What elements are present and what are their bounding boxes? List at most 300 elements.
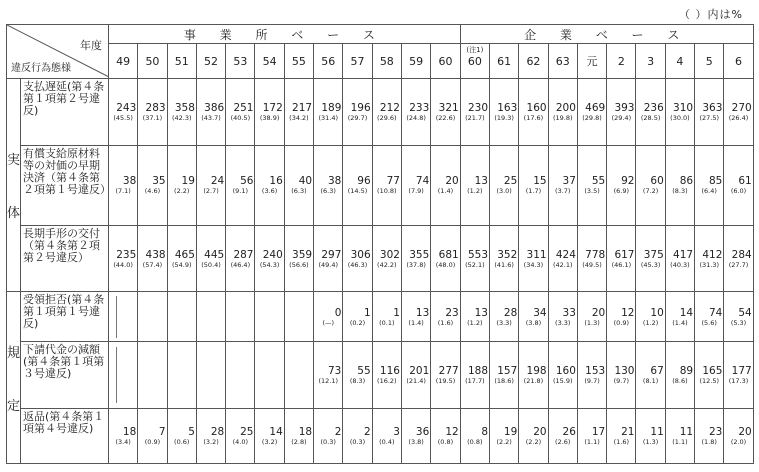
year-header-cell <box>519 44 548 79</box>
percent-value: (1.2) <box>467 187 483 196</box>
percent-value: (37.1) <box>142 113 163 122</box>
year-header-cell <box>665 44 694 79</box>
count-value: 243 <box>116 101 137 114</box>
count-cell <box>196 225 225 291</box>
count-cell <box>607 79 636 145</box>
count-cell <box>343 292 372 342</box>
count-value: 355 <box>409 248 430 261</box>
year-header-cell <box>431 44 460 79</box>
percent-value: (0.8) <box>467 437 483 446</box>
count-cell <box>284 79 313 145</box>
count-cell <box>255 79 284 145</box>
count-value: 10 <box>650 306 664 319</box>
count-cell <box>196 292 225 342</box>
count-cell <box>138 225 167 291</box>
count-value: 469 <box>585 101 606 114</box>
percent-value: (31.4) <box>318 113 338 122</box>
percent-value: (42.1) <box>552 260 573 269</box>
count-cell <box>519 225 548 291</box>
percent-value: (27.5) <box>699 113 719 122</box>
count-cell <box>255 292 284 342</box>
year-header-cell <box>607 44 636 79</box>
count-value: 23 <box>445 306 459 319</box>
percent-value: (14.5) <box>347 187 368 196</box>
count-value: 277 <box>438 365 459 378</box>
enterprise-basis-header: 企 業 ベ ー ス <box>460 25 753 44</box>
percent-value: (21.4) <box>406 377 426 386</box>
count-value: 189 <box>321 101 342 114</box>
count-cell <box>138 408 167 463</box>
count-cell <box>138 79 167 145</box>
percent-value: (6.3) <box>320 187 336 196</box>
percent-value: (12.5) <box>699 377 719 386</box>
percent-value: (29.8) <box>582 113 602 122</box>
count-value: 283 <box>145 101 166 114</box>
count-value: 352 <box>497 248 518 261</box>
percent-value: (46.3) <box>347 260 368 269</box>
count-value: 11 <box>650 425 664 438</box>
percent-value: (4.6) <box>144 187 161 196</box>
year-header-cell <box>724 44 753 79</box>
count-value: 89 <box>679 365 694 378</box>
percent-value: (3.2) <box>261 437 278 446</box>
percent-value: (3.8) <box>408 437 424 446</box>
count-value: 153 <box>585 365 606 378</box>
percent-value: (3.2) <box>203 437 219 446</box>
count-value: 35 <box>152 175 166 188</box>
percent-value: (5.6) <box>701 318 717 327</box>
percent-value: (8.6) <box>672 377 688 386</box>
percent-value: (19.8) <box>552 113 573 122</box>
count-value: 73 <box>328 365 342 378</box>
year-header-cell <box>695 44 724 79</box>
count-value: 375 <box>643 248 664 261</box>
count-value: 34 <box>533 306 547 319</box>
percent-value: (48.0) <box>435 260 456 269</box>
count-value: 17 <box>591 425 606 438</box>
count-cell <box>577 408 606 463</box>
count-value: 54 <box>738 306 752 319</box>
count-value: 163 <box>497 101 518 114</box>
year-header-cell <box>138 44 167 79</box>
count-value: 270 <box>731 101 752 114</box>
year-label: 53 <box>233 54 248 68</box>
year-label: 56 <box>321 54 336 68</box>
count-cell <box>607 342 636 408</box>
percent-value: (26.4) <box>728 113 749 122</box>
percent-value: (52.1) <box>465 260 485 269</box>
percent-value: (19.5) <box>435 377 456 386</box>
percent-value: (0.3) <box>320 437 336 446</box>
count-cell <box>636 292 665 342</box>
percent-value: (6.3) <box>291 187 307 196</box>
count-cell <box>519 292 548 342</box>
count-value: 160 <box>526 101 547 114</box>
percent-value: (2.2) <box>496 437 512 446</box>
percent-value: (56.6) <box>289 260 309 269</box>
count-cell <box>665 225 694 291</box>
count-cell <box>636 145 665 225</box>
count-value: 165 <box>702 365 723 378</box>
percent-value: (46.1) <box>611 260 632 269</box>
percent-value: (6.9) <box>613 187 630 196</box>
percent-value: (17.3) <box>728 377 749 386</box>
count-cell <box>372 292 401 342</box>
count-cell <box>636 225 665 291</box>
count-cell <box>167 342 196 408</box>
percent-value: (1.4) <box>672 318 688 327</box>
percent-value: (2.6) <box>555 437 571 446</box>
violation-row <box>7 408 754 463</box>
count-value: 217 <box>292 101 313 114</box>
count-cell <box>284 408 313 463</box>
count-value: 13 <box>474 175 488 188</box>
count-value: 681 <box>438 248 459 261</box>
percent-value: (40.5) <box>230 113 251 122</box>
percent-value: (8.3) <box>672 187 688 196</box>
count-value: 55 <box>591 175 606 188</box>
percent-value: (16.2) <box>377 377 397 386</box>
count-cell <box>255 342 284 408</box>
count-value: 7 <box>158 425 166 438</box>
count-cell <box>167 79 196 145</box>
percent-value: (42.3) <box>171 113 192 122</box>
percent-value: (43.7) <box>201 113 221 122</box>
count-cell <box>431 79 460 145</box>
count-cell <box>607 145 636 225</box>
count-cell <box>665 408 694 463</box>
year-header-cell <box>636 44 665 79</box>
count-cell <box>548 225 577 291</box>
count-value: 297 <box>321 248 342 261</box>
year-header-cell <box>314 44 343 79</box>
count-cell <box>490 145 519 225</box>
percent-value: (0.2) <box>349 318 366 327</box>
percent-value: (45.3) <box>640 260 661 269</box>
count-value: 321 <box>438 101 459 114</box>
percent-value: (9.7) <box>584 377 600 386</box>
year-label: 60 <box>438 54 453 68</box>
count-value: 38 <box>328 175 342 188</box>
blank-bracket <box>116 347 136 403</box>
count-cell <box>577 292 606 342</box>
percent-value: (45.5) <box>113 113 133 122</box>
count-value: 284 <box>731 248 752 261</box>
percent-value: (1.2) <box>467 318 483 327</box>
year-label: 51 <box>174 54 189 68</box>
percent-value: (24.8) <box>406 113 426 122</box>
count-value: 553 <box>467 248 488 261</box>
count-value: 188 <box>467 365 488 378</box>
count-cell <box>226 145 255 225</box>
count-cell <box>607 292 636 342</box>
count-cell <box>196 342 225 408</box>
percent-value: (49.5) <box>582 260 602 269</box>
count-value: 74 <box>709 306 723 319</box>
count-cell <box>138 342 167 408</box>
violation-type-label: 長期手形の交付（第４条第２項第２号違反） <box>21 225 109 291</box>
side-label-kitei: 規 定 <box>7 292 21 464</box>
count-value: 11 <box>679 425 694 438</box>
percent-value: (18.6) <box>494 377 514 386</box>
percent-value: (19.3) <box>494 113 514 122</box>
count-value: 40 <box>298 175 313 188</box>
count-cell <box>284 145 313 225</box>
count-cell <box>167 408 196 463</box>
count-cell <box>314 225 343 291</box>
count-cell <box>343 408 372 463</box>
count-cell <box>548 292 577 342</box>
count-cell <box>460 79 489 145</box>
count-value: 2 <box>363 425 371 438</box>
percent-value: (0.1) <box>379 318 395 327</box>
count-value: 465 <box>174 248 195 261</box>
count-value: 302 <box>379 248 400 261</box>
count-cell <box>577 79 606 145</box>
count-cell <box>226 292 255 342</box>
count-cell <box>343 79 372 145</box>
count-cell <box>695 342 724 408</box>
year-header-cell <box>577 44 606 79</box>
count-value: 14 <box>679 306 694 319</box>
percent-value: (1.8) <box>701 437 717 446</box>
percent-value: (2.2) <box>525 437 542 446</box>
count-cell <box>314 145 343 225</box>
count-cell <box>636 342 665 408</box>
count-value: 12 <box>445 425 459 438</box>
count-value: 287 <box>233 248 254 261</box>
count-value: 20 <box>591 306 606 319</box>
count-cell <box>138 292 167 342</box>
count-value: 14 <box>269 425 283 438</box>
percent-value: (3.6) <box>261 187 278 196</box>
count-value: 445 <box>204 248 225 261</box>
count-cell <box>490 342 519 408</box>
count-cell <box>490 292 519 342</box>
year-label: 5 <box>705 54 713 68</box>
percent-value: (17.7) <box>465 377 485 386</box>
count-cell <box>167 225 196 291</box>
count-cell <box>577 225 606 291</box>
violation-row <box>7 79 754 145</box>
count-value: 25 <box>240 425 254 438</box>
percent-value: (0.9) <box>613 318 630 327</box>
percent-value: (40.3) <box>670 260 690 269</box>
count-value: 37 <box>562 175 576 188</box>
count-value: 240 <box>262 248 283 261</box>
percent-value: (30.0) <box>670 113 690 122</box>
count-cell <box>401 79 430 145</box>
percent-value: (4.0) <box>232 437 249 446</box>
count-value: 160 <box>555 365 576 378</box>
year-label: 50 <box>145 54 160 68</box>
percent-value: (34.2) <box>289 113 309 122</box>
percent-value: (12.1) <box>318 377 338 386</box>
percent-value: (0.4) <box>379 437 395 446</box>
count-value: 24 <box>210 175 225 188</box>
violation-type-label: 返品(第４条第１項第４号違反) <box>21 408 109 463</box>
percent-value: (46.4) <box>230 260 251 269</box>
count-value: 92 <box>621 175 635 188</box>
percent-value: (3.3) <box>555 318 571 327</box>
year-label: 61 <box>497 54 512 68</box>
percent-value: (6.4) <box>701 187 717 196</box>
percent-value: (2.8) <box>291 437 307 446</box>
count-cell <box>665 145 694 225</box>
year-label: 3 <box>647 54 655 68</box>
percent-value: (1.1) <box>672 437 688 446</box>
percent-value: (27.7) <box>728 260 749 269</box>
year-axis-label: 年度 <box>80 39 102 52</box>
count-value: 438 <box>145 248 166 261</box>
count-value: 33 <box>562 306 576 319</box>
percent-value: (7.2) <box>642 187 659 196</box>
year-label: 49 <box>116 54 131 68</box>
percent-value: (29.6) <box>377 113 397 122</box>
year-header-cell <box>460 44 489 79</box>
count-cell <box>695 292 724 342</box>
count-cell <box>314 342 343 408</box>
year-header-cell <box>548 44 577 79</box>
count-cell <box>167 292 196 342</box>
count-value: 19 <box>181 175 195 188</box>
count-cell <box>665 292 694 342</box>
count-value: 393 <box>614 101 635 114</box>
violation-row <box>7 342 754 408</box>
count-cell <box>460 342 489 408</box>
count-value: 28 <box>503 306 518 319</box>
count-cell <box>577 342 606 408</box>
count-cell <box>724 225 753 291</box>
percent-value: (1.1) <box>584 437 600 446</box>
count-cell <box>401 292 430 342</box>
year-label: 60 <box>467 54 482 68</box>
count-cell <box>401 145 430 225</box>
percent-value: (2.7) <box>203 187 219 196</box>
percent-value: (3.3) <box>496 318 512 327</box>
violation-type-label: 支払遅延(第４条第１項第２号違反) <box>21 79 109 145</box>
percent-value: (41.6) <box>494 260 514 269</box>
year-label: 元 <box>586 55 598 69</box>
percent-value: (1.4) <box>437 187 454 196</box>
count-cell <box>695 225 724 291</box>
count-value: 363 <box>702 101 723 114</box>
count-cell <box>314 408 343 463</box>
year-label: 57 <box>350 54 365 68</box>
percent-value: (29.7) <box>347 113 368 122</box>
count-cell <box>636 408 665 463</box>
percent-value: (3.5) <box>584 187 600 196</box>
percent-value: (37.8) <box>406 260 426 269</box>
diagonal-header-cell <box>7 25 109 79</box>
count-cell <box>314 292 343 342</box>
percent-value: (42.2) <box>377 260 397 269</box>
percent-value: (34.3) <box>523 260 544 269</box>
count-cell <box>636 79 665 145</box>
count-cell <box>226 225 255 291</box>
violation-type-label: 下請代金の減額(第４条第１項第３号違反) <box>21 342 109 408</box>
year-header-cell <box>167 44 196 79</box>
percent-value: (1.3) <box>642 437 659 446</box>
count-value: 19 <box>503 425 518 438</box>
count-value: 0 <box>334 306 342 319</box>
count-value: 56 <box>240 175 254 188</box>
count-value: 85 <box>709 175 723 188</box>
count-cell <box>548 342 577 408</box>
count-value: 2 <box>334 425 342 438</box>
percent-value: (0.3) <box>349 437 366 446</box>
count-value: 172 <box>262 101 283 114</box>
percent-value: (0.8) <box>437 437 454 446</box>
count-value: 236 <box>643 101 664 114</box>
count-cell <box>284 225 313 291</box>
count-value: 201 <box>409 365 430 378</box>
count-value: 130 <box>614 365 635 378</box>
count-value: 358 <box>174 101 195 114</box>
percent-value: (2.0) <box>730 437 747 446</box>
note-marker: (注1) <box>466 46 484 55</box>
count-value: 157 <box>497 365 518 378</box>
count-cell <box>284 342 313 408</box>
count-cell <box>431 225 460 291</box>
percent-value: (38.9) <box>259 113 280 122</box>
percent-value: (57.4) <box>142 260 163 269</box>
violation-table <box>6 24 754 464</box>
count-value: 1 <box>393 306 400 319</box>
count-cell <box>431 408 460 463</box>
percent-value: (21.8) <box>523 377 544 386</box>
percent-value: (28.5) <box>640 113 661 122</box>
percent-value: (8.3) <box>349 377 366 386</box>
count-value: 23 <box>709 425 723 438</box>
count-value: 38 <box>122 175 137 188</box>
year-label: 55 <box>291 54 306 68</box>
count-cell <box>548 79 577 145</box>
count-cell <box>284 292 313 342</box>
percent-value: (22.6) <box>435 113 456 122</box>
count-cell <box>695 145 724 225</box>
count-cell <box>460 145 489 225</box>
count-value: 55 <box>357 365 371 378</box>
count-cell <box>431 145 460 225</box>
count-cell <box>724 292 753 342</box>
count-value: 177 <box>731 365 752 378</box>
count-cell <box>138 145 167 225</box>
count-value: 18 <box>298 425 313 438</box>
count-cell <box>724 342 753 408</box>
count-cell <box>695 408 724 463</box>
count-value: 26 <box>562 425 576 438</box>
count-cell <box>460 225 489 291</box>
year-header-cell <box>490 44 519 79</box>
count-value: 60 <box>650 175 664 188</box>
count-cell <box>255 408 284 463</box>
count-cell <box>109 342 138 408</box>
count-cell <box>695 79 724 145</box>
count-value: 77 <box>386 175 400 188</box>
percent-value: (1.3) <box>584 318 600 327</box>
year-label: 54 <box>262 54 277 68</box>
count-cell <box>665 79 694 145</box>
count-value: 116 <box>379 365 400 378</box>
percent-value: (7.9) <box>408 187 424 196</box>
count-value: 13 <box>415 306 430 319</box>
count-value: 74 <box>415 175 430 188</box>
percent-value: (21.7) <box>465 113 485 122</box>
count-value: 25 <box>503 175 518 188</box>
count-cell <box>490 225 519 291</box>
percent-value: (15.9) <box>552 377 573 386</box>
